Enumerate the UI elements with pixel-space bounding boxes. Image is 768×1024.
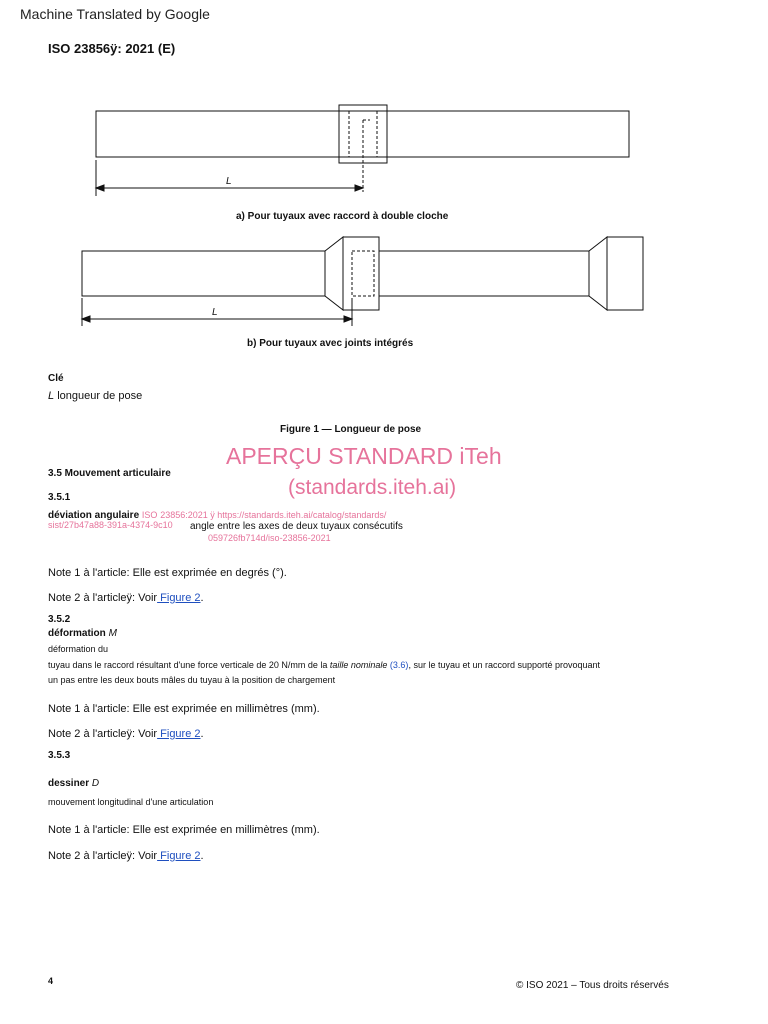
iso-catalog-link[interactable]: sist/27b47a88-391a-4374-9c10	[48, 520, 173, 530]
key-text: longueur de pose	[57, 390, 143, 402]
definition-352-line-1: déformation du	[48, 644, 109, 654]
note-2-353	[48, 850, 204, 862]
machine-translation-banner: Machine Translated by Google	[20, 6, 210, 22]
iso-catalog-link-2[interactable]: 059726fb714d/iso-23856-2021	[208, 533, 331, 543]
key-entry	[48, 390, 142, 402]
term-353	[48, 778, 99, 789]
term-352-symbol: M	[108, 628, 117, 639]
figure-2-link[interactable]: Figure 2	[157, 592, 201, 604]
figure-title: Figure 1 — Longueur de pose	[280, 424, 422, 435]
note-1-351: Note 1 à l'article: Elle est exprimée en degrés (°).	[48, 567, 287, 579]
note-2-353-suffix: .	[200, 850, 204, 862]
document-id: ISO 23856ÿ: 2021 (E)	[48, 41, 176, 56]
term-352-label: déformation	[48, 628, 106, 639]
figure-2-link[interactable]: Figure 2	[157, 850, 201, 862]
section-heading: 3.5 Mouvement articulaire	[48, 468, 171, 479]
pipe-b-right	[379, 251, 589, 296]
item-number-351: 3.5.1	[48, 492, 71, 503]
note-2-352-suffix: .	[200, 728, 204, 740]
item-number-352: 3.5.2	[48, 614, 71, 625]
dim-label-a: L	[226, 176, 232, 187]
definition-351: angle entre les axes de deux tuyaux consécutifs	[190, 521, 403, 532]
coupling-a	[339, 105, 387, 163]
note-2-353-prefix: Note 2 à l'articleÿ: Voir	[48, 850, 158, 862]
term-353-symbol: D	[91, 778, 100, 789]
pipe-b-left	[82, 251, 325, 296]
ref-3-6-link[interactable]: (3.6)	[387, 660, 409, 670]
definition-352-line-3: un pas entre les deux bouts mâles du tuyau à la position de chargement	[48, 675, 336, 685]
copyright: © ISO 2021 – Tous droits réservés	[516, 980, 669, 991]
caption-a: a) Pour tuyaux avec raccord à double cloche	[236, 211, 449, 222]
socket-b-end	[607, 237, 643, 310]
note-2-352-prefix: Note 2 à l'articleÿ: Voir	[48, 728, 158, 740]
note-1-352: Note 1 à l'article: Elle est exprimée en millimètres (mm).	[48, 703, 320, 715]
def-352-pre: tuyau dans le raccord résultant d'une force verticale de 20 N/mm de la	[48, 660, 330, 670]
iso-link-mid[interactable]: 23856:2021 ÿ https://standards.iteh.ai/catalog/standards/	[160, 510, 387, 520]
figure-2-link[interactable]: Figure 2	[157, 728, 201, 740]
figure-1-drawing	[0, 0, 768, 360]
note-2-351-suffix: .	[200, 592, 204, 604]
dim-label-b: L	[212, 307, 218, 318]
term-353-label: dessiner	[48, 778, 90, 789]
definition-352-line-2	[48, 660, 600, 670]
watermark-line-1: APERÇU STANDARD iTeh	[226, 443, 502, 469]
socket-b	[343, 237, 379, 310]
key-symbol: L	[48, 390, 55, 402]
note-2-351	[48, 592, 204, 604]
page-number: 4	[48, 976, 54, 986]
def-352-post: , sur le tuyau et un raccord supporté provoquant	[408, 660, 601, 670]
definition-353: mouvement longitudinal d'une articulation	[48, 797, 214, 807]
note-2-352	[48, 728, 204, 740]
note-2-351-prefix: Note 2 à l'articleÿ: Voir	[48, 592, 158, 604]
item-number-353: 3.5.3	[48, 750, 71, 761]
iso-link-prefix[interactable]: ISO	[141, 510, 158, 520]
def-352-italic: taille nominale	[329, 660, 388, 670]
term-351-label: déviation angulaire	[48, 510, 140, 521]
note-1-353: Note 1 à l'article: Elle est exprimée en millimètres (mm).	[48, 824, 320, 836]
term-352	[48, 628, 117, 639]
watermark-line-2: (standards.iteh.ai)	[288, 476, 457, 499]
caption-b: b) Pour tuyaux avec joints intégrés	[247, 338, 414, 349]
key-title: Clé	[48, 373, 64, 384]
